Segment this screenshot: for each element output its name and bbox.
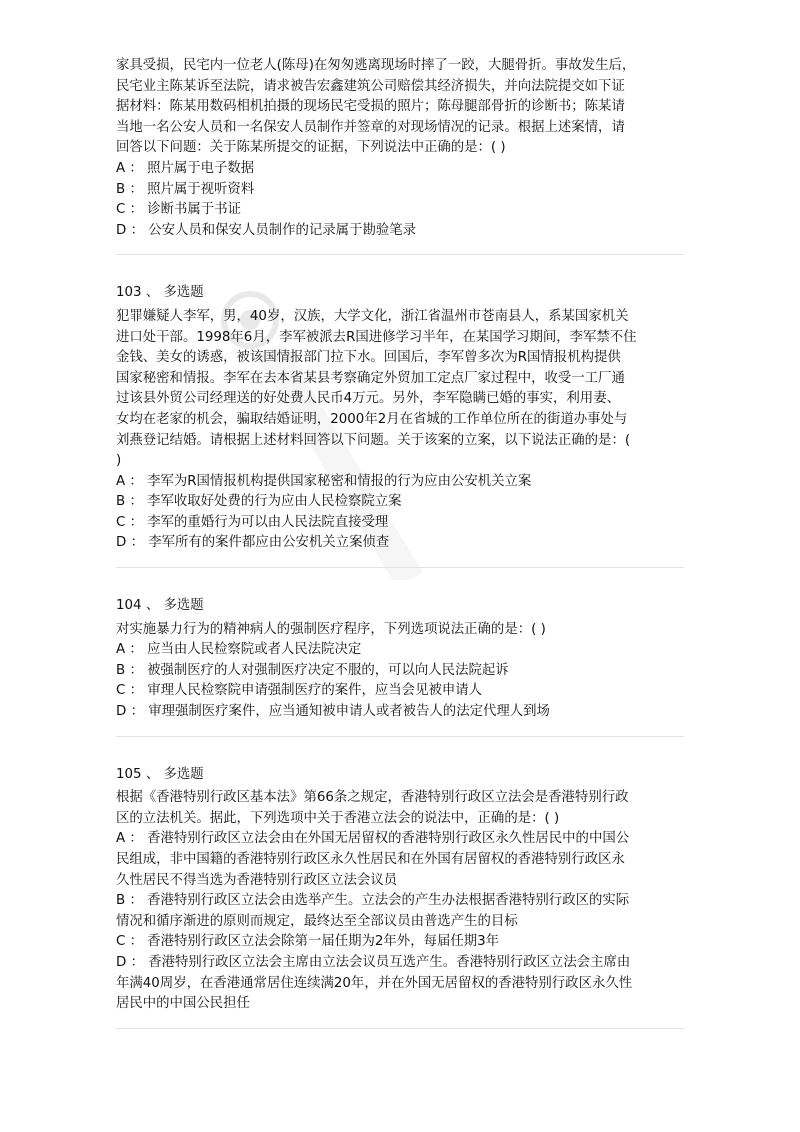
option-d: D ： 李军所有的案件都应由公安机关立案侦查 — [116, 535, 390, 551]
question-105-options — [116, 829, 684, 1014]
stem-line: 据材料：陈某用数码相机拍摄的现场民宅受损的照片；陈母腿部骨折的诊断书；陈某请 — [116, 99, 625, 115]
question-header: 104 、 多选题 — [116, 598, 204, 614]
stem-line: 进口处干部。1998年6月，李军被派去R国进修学习半年，在某国学习期间，李军禁不住 — [116, 329, 637, 345]
stem-line: 刘燕登记结婚。请根据上述材料回答以下问题。关于该案的立案，以下说法正确的是：( — [116, 432, 631, 448]
stem-line: 回答以下问题：关于陈某所提交的证据，下列说法中正确的是：( ) — [116, 140, 506, 156]
divider — [116, 1028, 684, 1029]
stem-line: 国家秘密和情报。李军在去本省某县考察确定外贸加工定点厂家过程中，收受一工厂通 — [116, 370, 625, 386]
option-c: C ： 诊断书属于书证 — [116, 202, 241, 218]
divider — [116, 567, 684, 568]
stem-line: 过该县外贸公司经理送的好处费人民币4万元。另外，李军隐瞒已婚的事实，利用妻、 — [116, 391, 620, 407]
option-c: C ： 审理人民检察院申请强制医疗的案件，应当会见被申请人 — [116, 683, 483, 699]
option-d: D ： 公安人员和保安人员制作的记录属于勘验笔录 — [116, 222, 417, 238]
divider — [116, 254, 684, 255]
option-a: A ： 李军为R国情报机构提供国家秘密和情报的行为应由公安机关立案 — [116, 473, 532, 489]
question-104-options — [116, 640, 684, 722]
question-header: 105 、 多选题 — [116, 766, 204, 782]
question-103-options — [116, 472, 684, 554]
option-d: D ： 香港特别行政区立法会主席由立法会议员互选产生。香港特别行政区立法会主席由 — [116, 954, 631, 970]
stem-line: ) — [116, 453, 122, 469]
option-d: D ： 审理强制医疗案件，应当通知被申请人或者被告人的法定代理人到场 — [116, 704, 550, 720]
option-b: B ： 香港特别行政区立法会由选举产生。立法会的产生办法根据香港特别行政区的实际 — [116, 893, 630, 909]
stem-line: 女均在老家的机会，骗取结婚证明，2000年2月在省城的工作单位所在的街道办事处与 — [116, 411, 628, 427]
stem-line: 对实施暴力行为的精神病人的强制医疗程序，下列选项说法正确的是：( ) — [116, 621, 546, 637]
option-b: B ： 照片属于视听资料 — [116, 181, 255, 197]
question-104-stem — [116, 620, 684, 641]
option-a: A ： 香港特别行政区立法会由在外国无居留权的香港特别行政区永久性居民中的中国公 — [116, 831, 630, 847]
question-103-stem — [116, 307, 684, 472]
stem-line: 金钱、美女的诱惑，被该国情报部门拉下水。回国后，李军曾多次为R国情报机构提供 — [116, 350, 621, 366]
stem-line: 根据《香港特别行政区基本法》第66条之规定，香港特别行政区立法会是香港特别行政 — [116, 790, 629, 806]
option-a-cont: 民组成，非中国籍的香港特别行政区永久性居民和在外国有居留权的香港特别行政区永 — [116, 852, 625, 867]
option-c: C ： 香港特别行政区立法会除第一届任期为2年外，每届任期3年 — [116, 934, 500, 950]
question-103 — [116, 283, 684, 554]
option-b-cont: 情况和循序渐进的原则而规定，最终达至全部议员由普选产生的目标 — [116, 913, 518, 929]
option-b: B ： 被强制医疗的人对强制医疗决定不服的，可以向人民法院起诉 — [116, 662, 509, 678]
document-page — [116, 56, 684, 1057]
question-105 — [116, 765, 684, 1015]
question-header: 103 、 多选题 — [116, 285, 204, 301]
stem-line: 家具受损，民宅内一位老人(陈母)在匆匆逃离现场时摔了一跤，大腿骨折。事故发生后， — [116, 58, 636, 73]
option-d-cont: 居民中的中国公民担任 — [116, 996, 250, 1012]
stem-line: 犯罪嫌疑人李军，男，40岁，汉族，大学文化，浙江省温州市苍南县人，系某国家机关 — [116, 308, 629, 324]
question-104 — [116, 596, 684, 723]
question-102-stem — [116, 56, 684, 159]
option-a-cont: 久性居民不得当选为香港特别行政区立法会议员 — [116, 872, 398, 888]
question-102 — [116, 56, 684, 241]
option-a: A ： 照片属于电子数据 — [116, 160, 255, 176]
question-105-stem — [116, 788, 684, 829]
option-c: C ： 李军的重婚行为可以由人民法院直接受理 — [116, 514, 389, 530]
option-a: A ： 应当由人民检察院或者人民法院决定 — [116, 642, 362, 658]
stem-line: 当地一名公安人员和一名保安人员制作并签章的对现场情况的记录。根据上述案情，请 — [116, 119, 625, 135]
stem-line: 民宅业主陈某诉至法院，请求被告宏鑫建筑公司赔偿其经济损失，并向法院提交如下证 — [116, 78, 625, 94]
divider — [116, 736, 684, 737]
option-b: B ： 李军收取好处费的行为应由人民检察院立案 — [116, 494, 402, 510]
question-102-options — [116, 159, 684, 241]
stem-line: 区的立法机关。据此，下列选项中关于香港立法会的说法中，正确的是：( ) — [116, 810, 560, 826]
option-d-cont: 年满40周岁，在香港通常居住连续满20年，并在外国无居留权的香港特别行政区永久性 — [116, 975, 633, 991]
